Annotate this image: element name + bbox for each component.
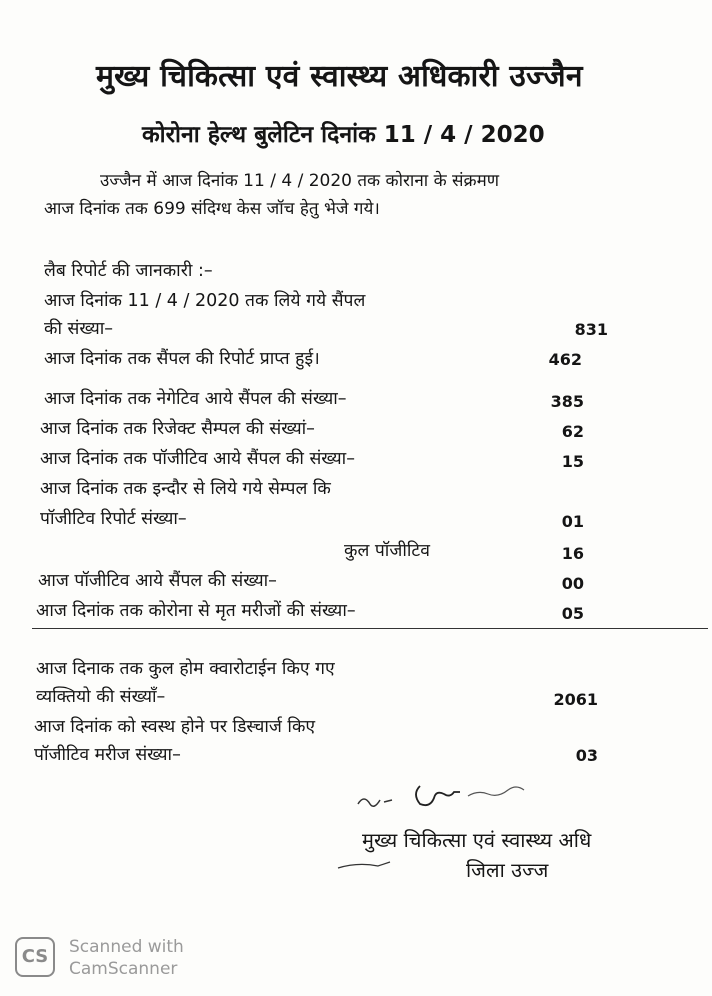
row-label: आज दिनांक तक रिजेक्ट सैम्पल की संख्यां– (40, 419, 315, 439)
row-label: आज दिनांक तक नेगेटिव आये सैंपल की संख्या– (44, 389, 347, 409)
page-title: मुख्य चिकित्सा एवं स्वास्थ्य अधिकारी उज्जैन (96, 59, 583, 94)
row-value: 831 (574, 320, 608, 339)
row-label: आज दिनांक तक सैंपल की रिपोर्ट प्राप्त हुई। (44, 349, 320, 369)
camscanner-logo: CS (15, 937, 55, 977)
row-label: व्यक्तियो की संख्यॉं– (36, 687, 166, 707)
row-label: की संख्या– (44, 319, 114, 339)
row-label: आज दिनांक 11 / 4 / 2020 तक लिये गये सैंपल (44, 291, 366, 311)
row-value: 03 (575, 746, 598, 765)
row-value: 16 (561, 544, 584, 563)
row-label: आज दिनांक तक इन्दौर से लिये गये सेम्पल कि (40, 479, 331, 499)
row-value: 00 (561, 574, 584, 593)
intro-line-1: उज्जैन में आज दिनांक 11 / 4 / 2020 तक कोराना के संक्रमण (100, 171, 500, 191)
row-label: पॉजीटिव रिपोर्ट संख्या– (40, 509, 187, 529)
row-value: 15 (561, 452, 584, 471)
lab-report-heading: लैब रिपोर्ट की जानकारी :– (44, 261, 213, 281)
signature-underline (336, 858, 396, 874)
row-value: 385 (550, 392, 584, 411)
row-value: 62 (561, 422, 584, 441)
scanned-with-text: Scanned with (69, 937, 184, 957)
row-label: आज दिनाक तक कुल होम क्वारोटाईन किए गए (36, 659, 335, 679)
row-label: आज पॉजीटिव आये सैंपल की संख्या– (38, 571, 277, 591)
row-label: पॉजीटिव मरीज संख्या– (34, 745, 181, 765)
row-value: 01 (561, 512, 584, 531)
row-label: आज दिनांक को स्वस्थ होने पर डिस्चार्ज किए (34, 717, 316, 737)
row-value: 05 (561, 604, 584, 623)
handwritten-signature (350, 768, 550, 828)
intro-line-2: आज दिनांक तक 699 संदिग्ध केस जॉच हेतु भेजे गये। (44, 199, 380, 219)
district-name: जिला उज्ज (466, 858, 549, 882)
row-value: 462 (548, 350, 582, 369)
camscanner-text: CamScanner (69, 959, 178, 979)
section-divider (32, 628, 708, 629)
row-label: आज दिनांक तक पॉजीटिव आये सैंपल की संख्या– (40, 449, 355, 469)
bulletin-subtitle: कोरोना हेल्थ बुलेटिन दिनांक 11 / 4 / 2020 (142, 122, 545, 148)
row-label: आज दिनांक तक कोरोना से मृत मरीजों की संख्या– (36, 601, 356, 621)
officer-designation: मुख्य चिकित्सा एवं स्वास्थ्य अधि (362, 828, 592, 852)
row-value: 2061 (553, 690, 598, 709)
row-label: कुल पॉजीटिव (344, 541, 430, 561)
